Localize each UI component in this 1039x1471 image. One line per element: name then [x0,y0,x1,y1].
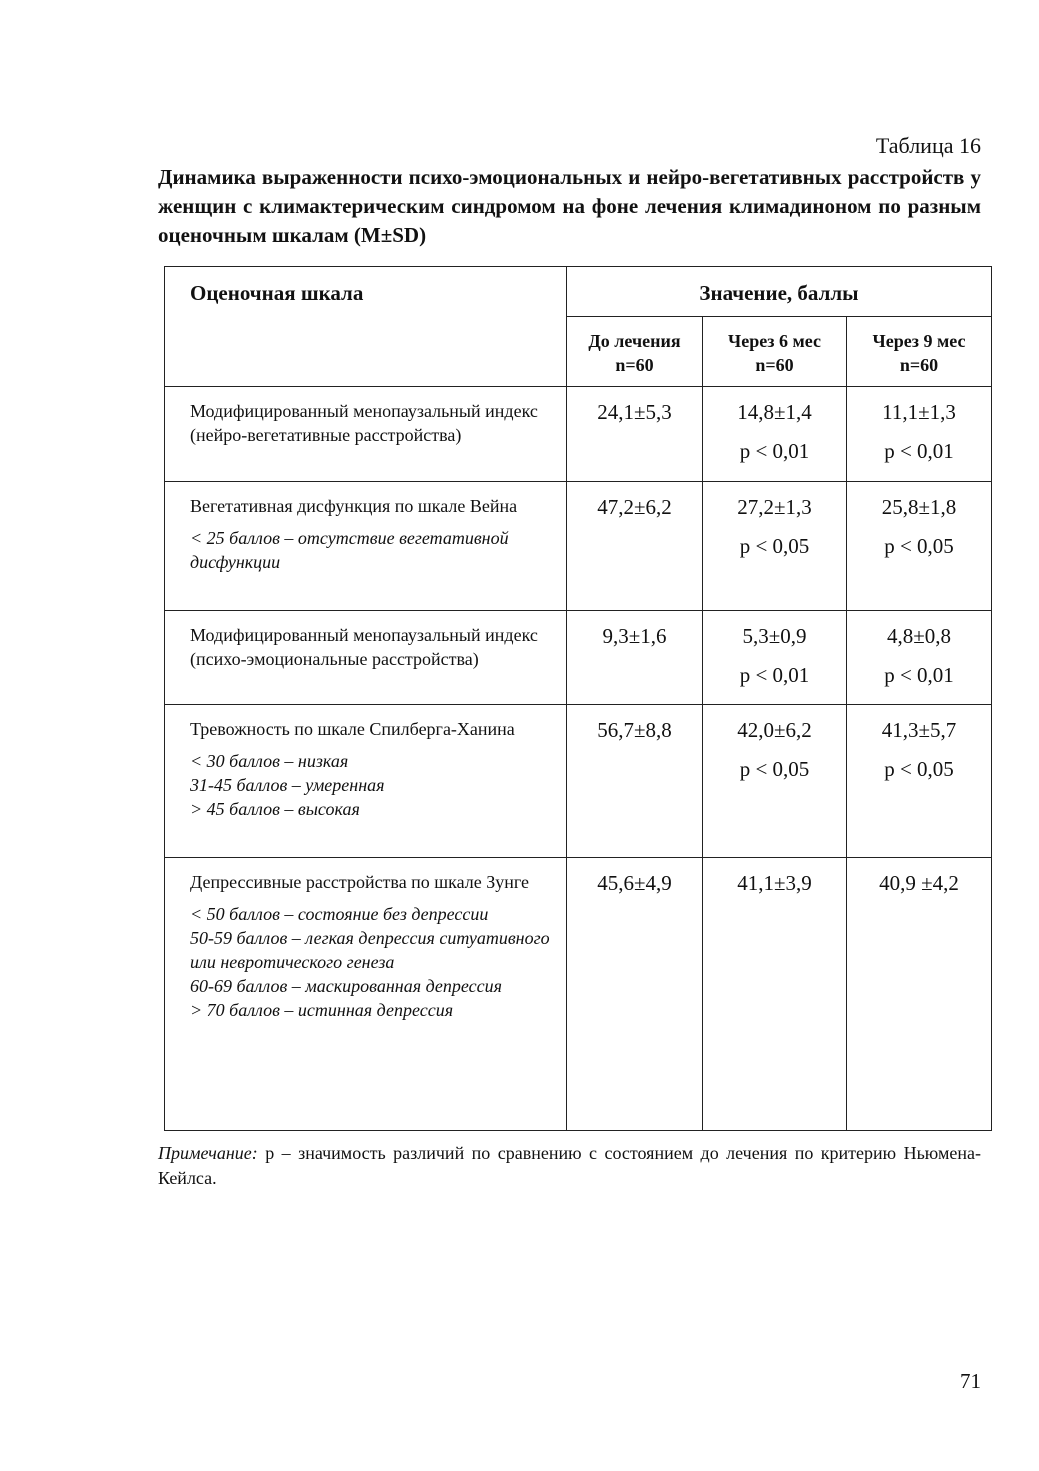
header-col-6m [703,317,847,387]
table-row [165,705,992,858]
header-col-name: Через 9 мес [872,331,966,351]
table-row [165,387,992,482]
scale-name: Модифицированный менопаузальный индекс (психо-эмоциональные расстройства) [190,625,538,669]
header-col-name: До лечения [588,331,681,351]
header-scale: Оценочная шкала [165,267,567,387]
mean-sd: 24,1±5,3 [597,400,672,424]
header-col-9m [847,317,992,387]
p-value: p < 0,01 [884,663,954,687]
mean-sd: 5,3±0,9 [742,624,807,648]
value-6m [703,611,847,705]
table-title: Динамика выраженности психо-эмоциональных и нейро-вегетативных расстройств у женщин с климактерическим синдромом на фоне лечения климадиноном по разным оценочным шкалам (M±SD) [158,165,981,247]
mean-sd: 45,6±4,9 [597,871,672,895]
p-value: p < 0,05 [739,534,810,558]
scale-cell [165,705,567,858]
header-row [165,267,992,317]
scale-note: < 25 баллов – отсутствие вегетативной дисфункции [190,528,509,572]
value-before [567,858,703,1131]
table-row [165,482,992,611]
scale-name: Тревожность по шкале Спилберга-Ханина [190,719,515,739]
footnote-text: р – значимость различий по сравнению с состоянием до лечения по критерию Ньюмена-Кейлса. [158,1143,981,1188]
mean-sd: 40,9 ±4,2 [879,871,959,895]
value-9m [847,705,992,858]
scale-cell [165,387,567,482]
mean-sd: 9,3±1,6 [602,624,667,648]
table-row [165,858,992,1131]
value-6m [703,858,847,1131]
value-before [567,611,703,705]
header-col-name: Через 6 мес [728,331,821,351]
mean-sd: 42,0±6,2 [737,718,812,742]
header-col-before [567,317,703,387]
header-value: Значение, баллы [567,267,992,317]
mean-sd: 41,1±3,9 [737,871,812,895]
scale-cell [165,482,567,611]
header-col-n: n=60 [755,355,794,375]
scale-name: Вегетативная дисфункция по шкале Вейна [190,496,518,516]
table-footnote [158,1141,981,1191]
footnote-label: Примечание: [158,1143,258,1163]
mean-sd: 41,3±5,7 [881,718,957,742]
scale-note: < 30 баллов – низкая 31-45 баллов – умеренная > 45 баллов – высокая [190,751,385,819]
scale-name: Депрессивные расстройства по шкале Зунге [190,872,530,892]
scale-note: < 50 баллов – состояние без депрессии 50-59 баллов – легкая депрессия ситуативного или невротического генеза 60-69 баллов – маскированная депрессия > 70 баллов – истинная депрессия [190,904,550,1020]
mean-sd: 27,2±1,3 [737,495,812,519]
p-value: p < 0,05 [884,757,954,781]
scale-name: Модифицированный менопаузальный индекс (нейро-вегетативные расстройства) [190,401,538,445]
mean-sd: 56,7±8,8 [597,718,672,742]
value-9m [847,858,992,1131]
value-9m [847,387,992,482]
value-9m [847,611,992,705]
value-before [567,705,703,858]
table-row [165,611,992,705]
mean-sd: 11,1±1,3 [882,400,956,424]
p-value: p < 0,01 [739,439,810,463]
value-6m [703,387,847,482]
page-number: 71 [960,1369,981,1393]
value-6m [703,482,847,611]
p-value: p < 0,01 [739,663,810,687]
value-before [567,387,703,482]
mean-sd: 4,8±0,8 [886,624,952,648]
scale-cell [165,611,567,705]
mean-sd: 47,2±6,2 [597,495,672,519]
scale-cell [165,858,567,1131]
mean-sd: 14,8±1,4 [737,400,812,424]
header-col-n: n=60 [899,355,939,375]
header-col-n: n=60 [615,355,654,375]
value-6m [703,705,847,858]
p-value: p < 0,05 [739,757,810,781]
value-9m [847,482,992,611]
table-number: Таблица 16 [875,133,981,158]
results-table [164,266,992,1131]
mean-sd: 25,8±1,8 [881,495,957,519]
value-before [567,482,703,611]
p-value: p < 0,05 [884,534,954,558]
p-value: p < 0,01 [884,439,954,463]
